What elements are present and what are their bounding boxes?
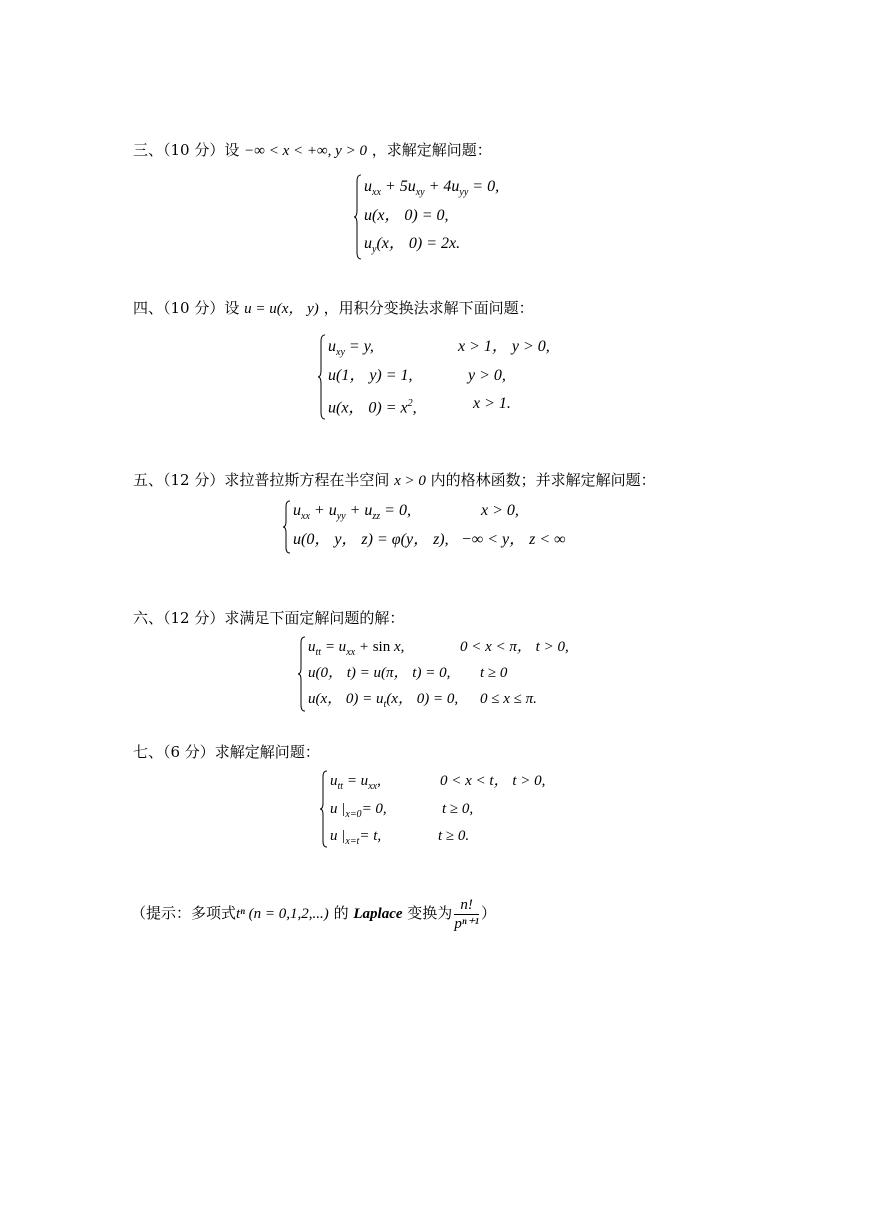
left-brace — [283, 500, 291, 554]
problem-7-heading: 七、（6 分）求解定解问题： — [133, 743, 320, 761]
problem-3-heading: 三、（10 分）设 −∞ < x < +∞, y > 0 ，求解定解问题： — [133, 141, 492, 159]
equation-row: u(x， $0) = u_t(x$， 0) = 0, — [308, 691, 459, 710]
problem-6-heading: 六、（12 分）求满足下面定解问题的解： — [133, 609, 405, 627]
problem-4-heading: 四、（10 分）设 u = u(x， y) ，用积分变换法求解下面问题： — [133, 299, 534, 317]
problem-6-system — [298, 634, 598, 714]
problem-7-system — [320, 768, 580, 850]
hint-open: （提示：多项式 — [131, 904, 237, 922]
condition: x > 1. — [473, 395, 511, 412]
condition: t ≥ 0, — [442, 801, 474, 817]
problem-5-heading: 五、（12 分）求拉普拉斯方程在半空间 x > 0 内的格林函数；并求解定解问题： — [133, 471, 656, 489]
equation-row: u(0， y， z) = φ(y， z), — [293, 531, 449, 548]
hint-fraction — [454, 896, 479, 933]
left-brace — [318, 334, 326, 420]
hint-close: ） — [480, 904, 496, 922]
condition: t ≥ 0 — [480, 665, 508, 681]
hint-transform: 变换为 — [407, 904, 453, 922]
condition: t ≥ 0. — [438, 828, 470, 844]
equation-row: u(1， y) = 1, — [328, 367, 413, 384]
equation-row: $u_{xy} = y$, — [328, 338, 374, 359]
hint-polynomial: tⁿ (n = 0,1,2,...) — [236, 906, 329, 922]
fraction-numerator: n! — [454, 896, 479, 915]
condition: y > 0, — [468, 367, 506, 384]
fraction-denominator: pⁿ⁺¹ — [454, 915, 479, 932]
condition: 0 < x < π， t > 0, — [460, 639, 569, 655]
condition: −∞ < y， z < ∞ — [461, 531, 566, 548]
problem-4-system — [318, 332, 568, 422]
equation-row: u(0， t) = u(π， t) = 0, — [308, 665, 451, 681]
condition: x > 1， y > 0, — [458, 338, 550, 355]
problem-3-system — [354, 172, 554, 262]
condition: 0 ≤ x ≤ π. — [480, 691, 537, 707]
left-brace — [320, 770, 328, 848]
equation-row: $u_{tt} = u_{xx} + \sin x$, — [308, 639, 405, 658]
equation-row: u $|_{x=t}= t$, — [330, 828, 382, 847]
left-brace — [298, 636, 306, 712]
equation-row: $u_y(x$， 0) = 2x. — [364, 235, 461, 256]
left-brace — [354, 174, 362, 260]
equation-row: u $|_{x=0}= 0$, — [330, 801, 387, 820]
condition: 0 < x < t， t > 0, — [440, 773, 546, 789]
condition: x > 0, — [481, 502, 519, 519]
equation-row: $u_{xx} + 5u_{xy} + 4u_{yy} = 0$, — [364, 178, 500, 199]
equation-row: $u_{tt} = u_{xx}$, — [330, 773, 381, 792]
equation-row: $u_{xx} + u_{yy} + u_{zz} = 0$, — [293, 502, 411, 523]
equation-row: u(x， 0) = 0, — [364, 207, 449, 224]
hint-of: 的 — [333, 904, 349, 922]
equation-row: u(x， $0) = x^2$, — [328, 398, 417, 417]
problem-5-system — [283, 498, 603, 556]
hint-laplace: Laplace — [353, 906, 403, 922]
hint-line — [131, 893, 496, 934]
